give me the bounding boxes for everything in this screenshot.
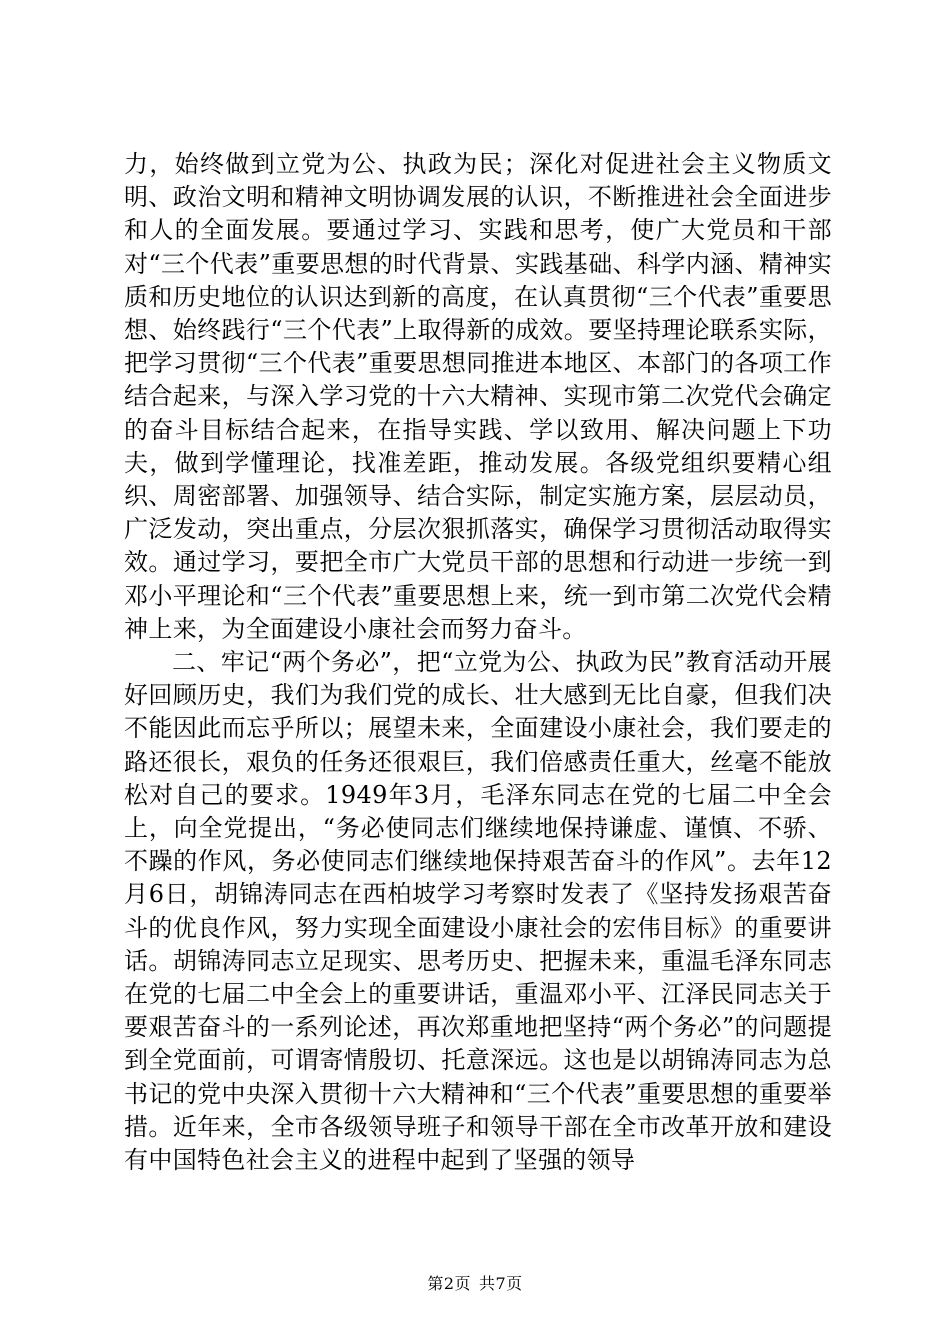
page-number: 第2页: [427, 1274, 471, 1293]
page-total: 共7页: [479, 1274, 523, 1293]
document-body: [124, 148, 832, 1177]
paragraph-2: 二、牢记“两个务必”，把“立党为公、执政为民”教育活动开展好回顾历史，我们为我们党的成长、壮大感到无比自豪，但我们决不能因此而忘乎所以；展望未来，全面建设小康社会，我们要走的路还很长，艰负的任务还很艰巨，我们倍感责任重大，丝毫不能放松对自己的要求。1949年3月，毛泽东同志在党的七届二中全会上，向全党提出，“务必使同志们继续地保持谦虚、谨慎、不骄、不躁的作风，务必使同志们继续地保持艰苦奋斗的作风”。去年12月6日，胡锦涛同志在西柏坡学习考察时发表了《坚持发扬艰苦奋斗的优良作风，努力实现全面建设小康社会的宏伟目标》的重要讲话。胡锦涛同志立足现实、思考历史、把握未来，重温毛泽东同志在党的七届二中全会上的重要讲话，重温邓小平、江泽民同志关于要艰苦奋斗的一系列论述，再次郑重地把坚持“两个务必”的问题提到全党面前，可谓寄情殷切、托意深远。这也是以胡锦涛同志为总书记的党中央深入贯彻十六大精神和“三个代表”重要思想的重要举措。近年来，全市各级领导班子和领导干部在全市改革开放和建设有中国特色社会主义的进程中起到了坚强的领导: [124, 648, 832, 1175]
page-footer: [0, 1274, 950, 1294]
paragraph-1: 力，始终做到立党为公、执政为民；深化对促进社会主义物质文明、政治文明和精神文明协调发展的认识，不断推进社会全面进步和人的全面发展。要通过学习、实践和思考，使广大党员和干部对“三个代表”重要思想的时代背景、实践基础、科学内涵、精神实质和历史地位的认识达到新的高度，在认真贯彻“三个代表”重要思想、始终践行“三个代表”上取得新的成效。要坚持理论联系实际，把学习贯彻“三个代表”重要思想同推进本地区、本部门的各项工作结合起来，与深入学习党的十六大精神、实现市第二次党代会确定的奋斗目标结合起来，在指导实践、学以致用、解决问题上下功夫，做到学懂理论，找准差距，推动发展。各级党组织要精心组织、周密部署、加强领导、结合实际，制定实施方案，层层动员，广泛发动，突出重点，分层次狠抓落实，确保学习贯彻活动取得实效。通过学习，要把全市广大党员干部的思想和行动进一步统一到邓小平理论和“三个代表”重要思想上来，统一到市第二次党代会精神上来，为全面建设小康社会而努力奋斗。: [124, 150, 832, 643]
